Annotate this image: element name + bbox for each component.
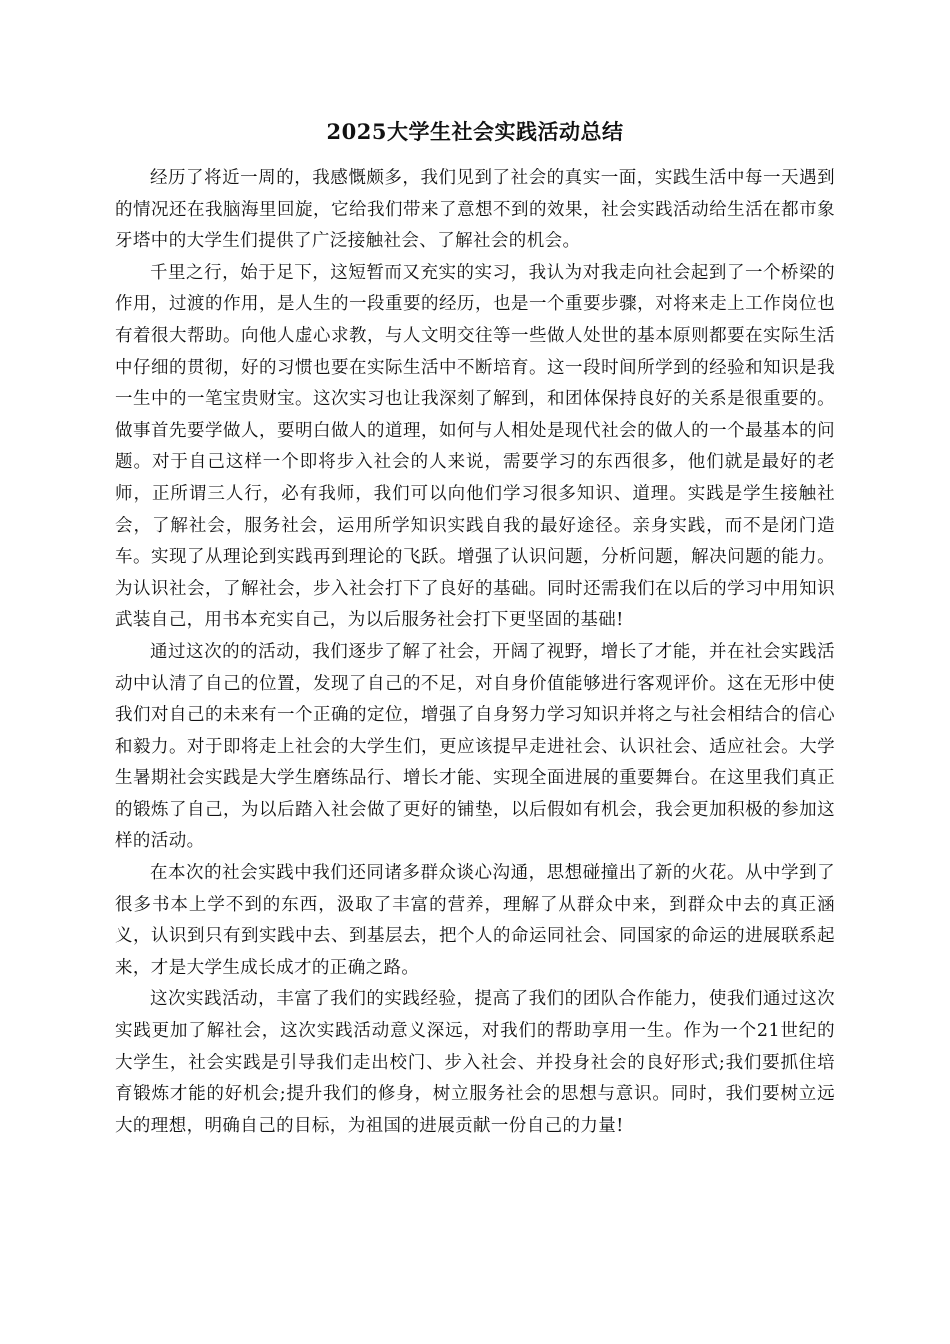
paragraph-5: 这次实践活动，丰富了我们的实践经验，提高了我们的团队合作能力，使我们通过这次实践更加了解社会，这次实践活动意义深远，对我们的帮助享用一生。作为一个21世纪的大学生，社会实践是引导我们走出校门、步入社会、并投身社会的良好形式;我们要抓住培育锻炼才能的好机会;提升我们的修身，树立服务社会的思想与意识。同时，我们要树立远大的理想，明确自己的目标，为祖国的进展贡献一份自己的力量! bbox=[115, 989, 835, 1136]
paragraph-4: 在本次的社会实践中我们还同诸多群众谈心沟通，思想碰撞出了新的火花。从中学到了很多书本上学不到的东西，汲取了丰富的营养，理解了从群众中来，到群众中去的真正涵义，认识到只有到实践中去、到基层去，把个人的命运同社会、同国家的命运的进展联系起来，才是大学生成长成才的正确之路。 bbox=[115, 863, 835, 978]
document-page bbox=[115, 115, 835, 1142]
document-title: 2025大学生社会实践活动总结 bbox=[326, 119, 624, 144]
paragraph-2: 千里之行，始于足下，这短暂而又充实的实习，我认为对我走向社会起到了一个桥梁的作用，过渡的作用，是人生的一段重要的经历，也是一个重要步骤，对将来走上工作岗位也有着很大帮助。向他人虚心求教，与人文明交往等一些做人处世的基本原则都要在实际生活中仔细的贯彻，好的习惯也要在实际生活中不断培育。这一段时间所学到的经验和知识是我一生中的一笔宝贵财宝。这次实习也让我深刻了解到，和团体保持良好的关系是很重要的。做事首先要学做人，要明白做人的道理，如何与人相处是现代社会的做人的一个最基本的问题。对于自己这样一个即将步入社会的人来说，需要学习的东西很多，他们就是最好的老师，正所谓三人行，必有我师，我们可以向他们学习很多知识、道理。实践是学生接触社会，了解社会，服务社会，运用所学知识实践自我的最好途径。亲身实践，而不是闭门造车。实现了从理论到实践再到理论的飞跃。增强了认识问题，分析问题，解决问题的能力。为认识社会，了解社会，步入社会打下了良好的基础。同时还需我们在以后的学习中用知识武装自己，用书本充实自己，为以后服务社会打下更坚固的基础! bbox=[115, 262, 835, 631]
paragraph-1: 经历了将近一周的，我感慨颇多，我们见到了社会的真实一面，实践生活中每一天遇到的情况还在我脑海里回旋，它给我们带来了意想不到的效果，社会实践活动给生活在都市象牙塔中的大学生们提供了广泛接触社会、了解社会的机会。 bbox=[115, 168, 835, 252]
paragraph-3: 通过这次的的活动，我们逐步了解了社会，开阔了视野，增长了才能，并在社会实践活动中认清了自己的位置，发现了自己的不足，对自身价值能够进行客观评价。这在无形中使我们对自己的未来有一个正确的定位，增强了自身努力学习知识并将之与社会相结合的信心和毅力。对于即将走上社会的大学生们，更应该提早走进社会、认识社会、适应社会。大学生暑期社会实践是大学生磨练品行、增长才能、实现全面进展的重要舞台。在这里我们真正的锻炼了自己，为以后踏入社会做了更好的铺垫，以后假如有机会，我会更加积极的参加这样的活动。 bbox=[115, 641, 835, 852]
